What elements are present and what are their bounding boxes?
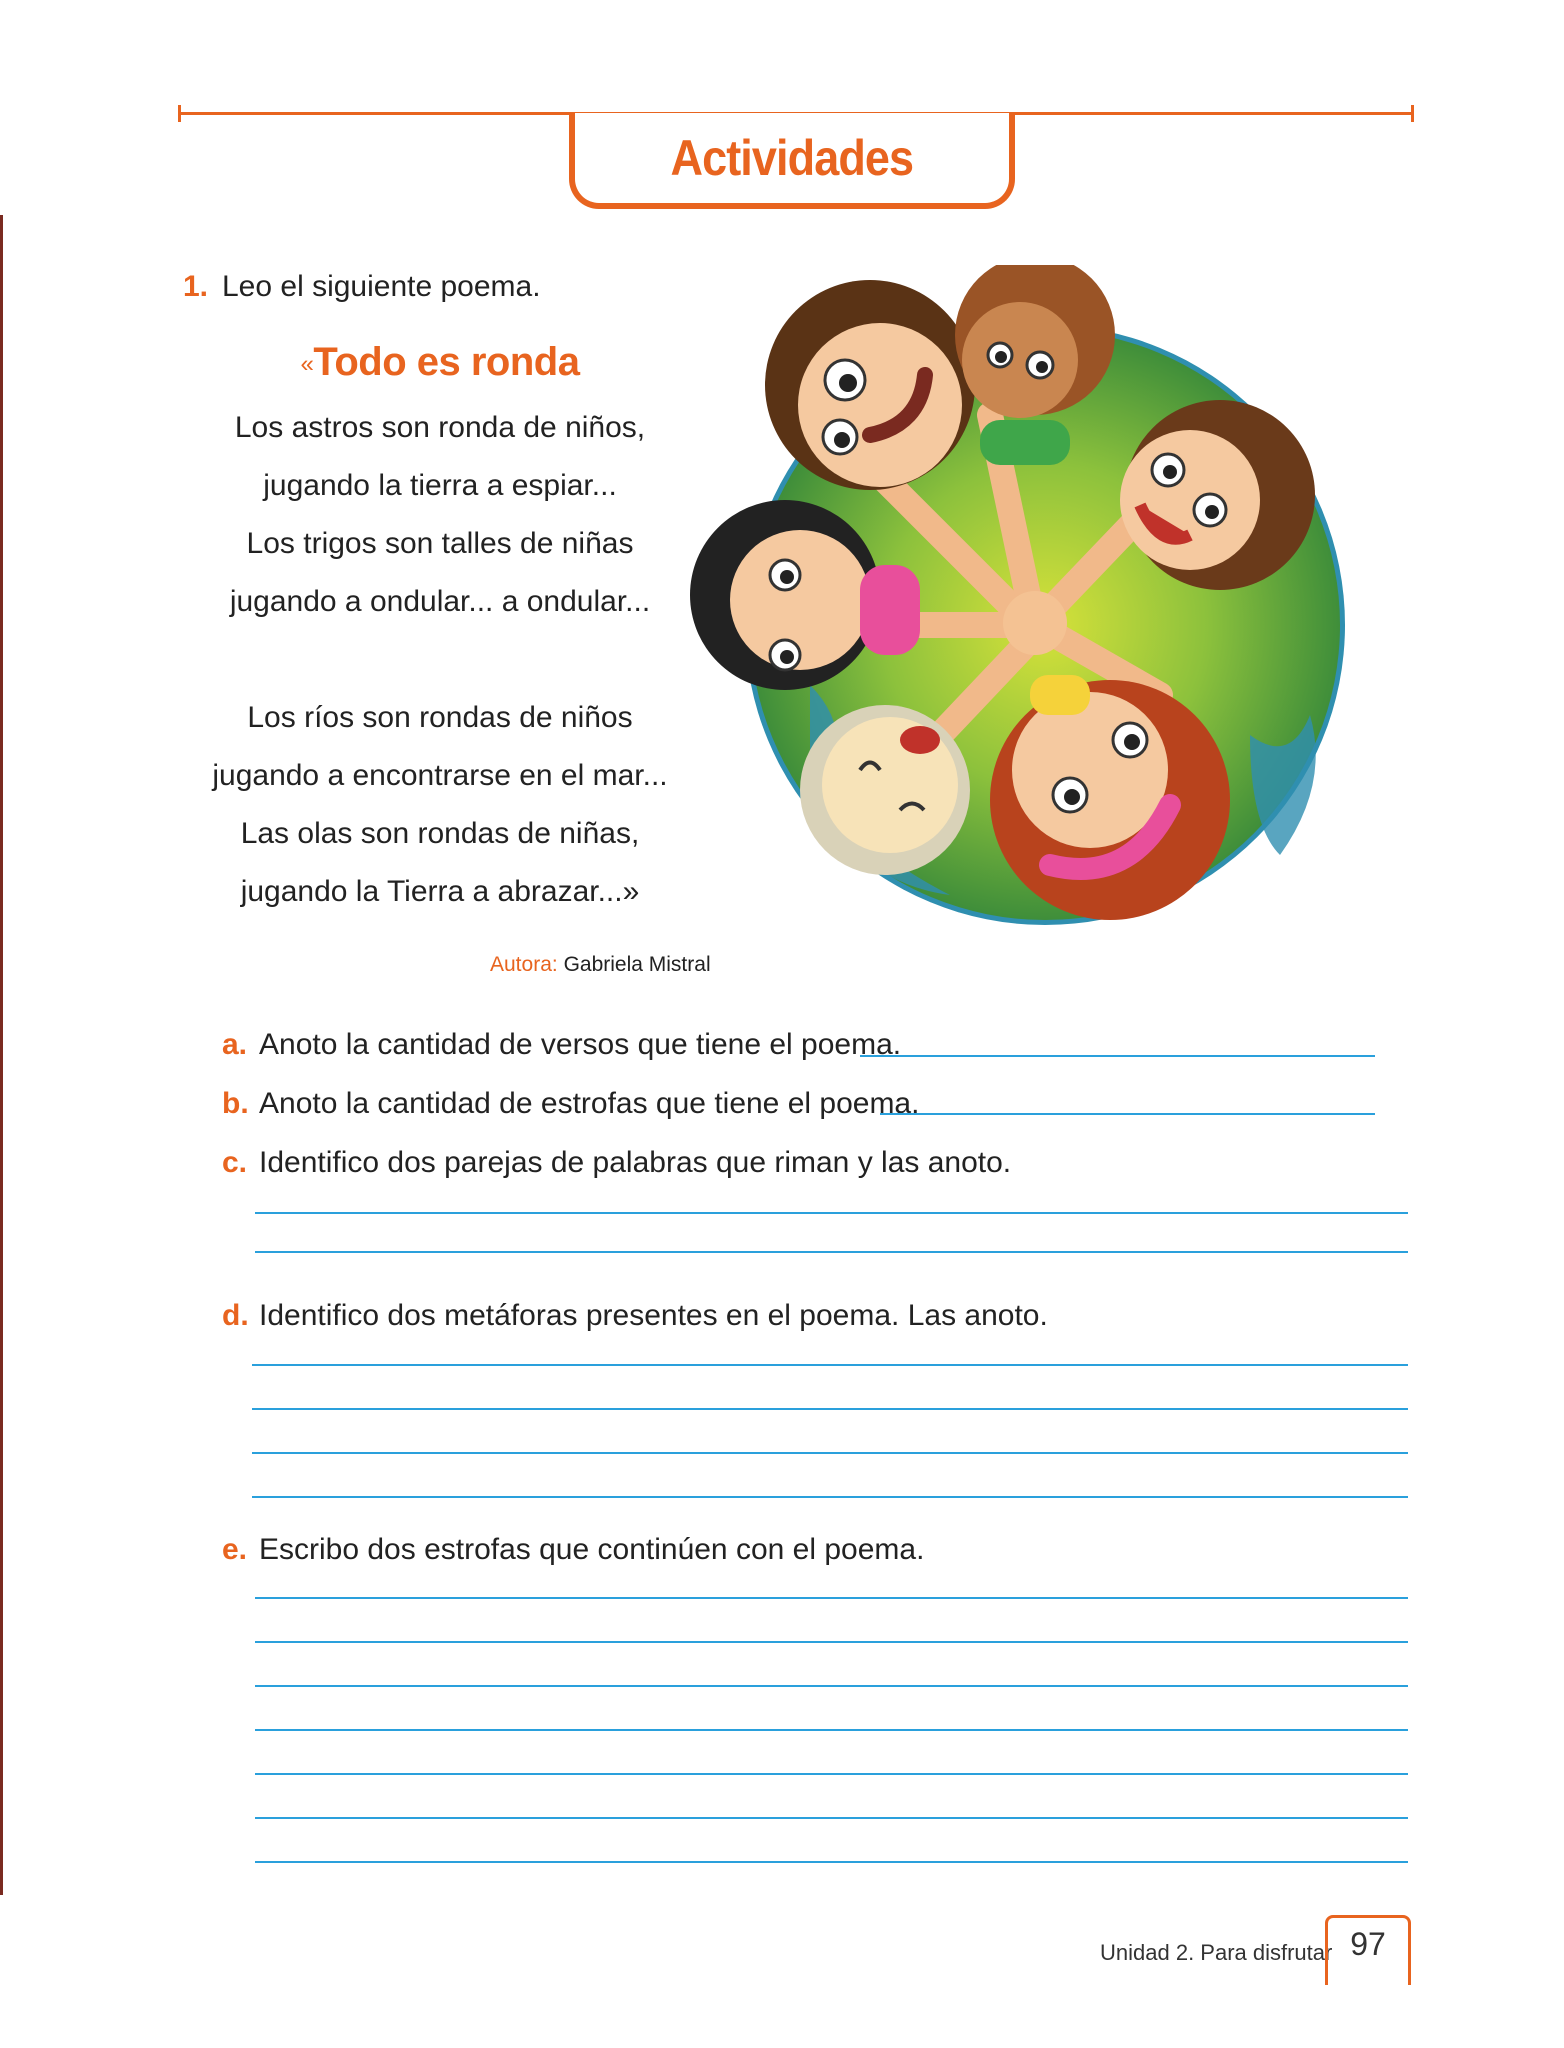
page-number: 97 — [1350, 1926, 1386, 1962]
question-text: Identifico dos parejas de palabras que riman y las anoto. — [259, 1146, 1012, 1179]
activity-instruction: Leo el siguiente poema. — [222, 270, 541, 303]
child-figure — [765, 280, 975, 490]
question-letter: c. — [222, 1146, 248, 1179]
poem-author — [490, 953, 711, 977]
answer-line-e[interactable] — [255, 1597, 1408, 1599]
answer-line-b[interactable] — [880, 1113, 1375, 1115]
answer-line-d[interactable] — [252, 1364, 1408, 1366]
verse: jugando la tierra a espiar... — [263, 469, 617, 502]
stanza-gap — [200, 631, 680, 689]
verse: Los trigos son talles de niñas — [246, 527, 634, 560]
verse: jugando a ondular... a ondular... — [229, 585, 651, 618]
question-text: Anoto la cantidad de estrofas que tiene el poema. — [259, 1087, 920, 1120]
verse: jugando la Tierra a abrazar...» — [240, 875, 640, 908]
answer-line-e[interactable] — [255, 1773, 1408, 1775]
activity-number: 1. — [183, 270, 209, 303]
answer-line-e[interactable] — [255, 1817, 1408, 1819]
poem-title — [200, 340, 680, 385]
children-circle-illustration — [690, 265, 1370, 955]
answer-line-a[interactable] — [860, 1055, 1375, 1057]
poem-open-quote: « — [300, 350, 314, 378]
author-name: Gabriela Mistral — [563, 953, 711, 976]
question-letter: b. — [222, 1087, 249, 1120]
answer-line-e[interactable] — [255, 1685, 1408, 1687]
author-label: Autora: — [490, 953, 558, 976]
verse: Las olas son rondas de niñas, — [240, 817, 640, 850]
answer-line-c[interactable] — [255, 1212, 1408, 1214]
footer-unit: Unidad 2. Para disfrutar — [1100, 1940, 1333, 1965]
hands-center — [1003, 591, 1067, 655]
section-title: Actividades — [670, 130, 914, 186]
question-letter: e. — [222, 1533, 248, 1566]
child-figure — [800, 705, 970, 875]
answer-line-e[interactable] — [255, 1641, 1408, 1643]
question-text: Identifico dos metáforas presentes en el poema. Las anoto. — [259, 1299, 1048, 1332]
answer-line-e[interactable] — [255, 1729, 1408, 1731]
section-header — [569, 113, 1015, 209]
question-letter: a. — [222, 1028, 248, 1061]
page-number-box — [1325, 1915, 1411, 1985]
answer-line-d[interactable] — [252, 1496, 1408, 1498]
answer-line-e[interactable] — [255, 1861, 1408, 1863]
question-text: Anoto la cantidad de versos que tiene el poema. — [259, 1028, 902, 1061]
verse: Los astros son ronda de niños, — [234, 411, 646, 444]
answer-line-c[interactable] — [255, 1251, 1408, 1253]
question-letter: d. — [222, 1299, 249, 1332]
header-rule-tick-right — [1411, 105, 1414, 122]
answer-line-d[interactable] — [252, 1408, 1408, 1410]
page-edge — [0, 215, 3, 1895]
verse: Los ríos son rondas de niños — [247, 701, 633, 734]
header-rule-tick-left — [178, 105, 181, 122]
answer-line-d[interactable] — [252, 1452, 1408, 1454]
poem-title-text: Todo es ronda — [313, 340, 580, 384]
poem — [200, 340, 680, 921]
verse: jugando a encontrarse en el mar... — [212, 759, 668, 792]
question-text: Escribo dos estrofas que continúen con el poema. — [259, 1533, 925, 1566]
